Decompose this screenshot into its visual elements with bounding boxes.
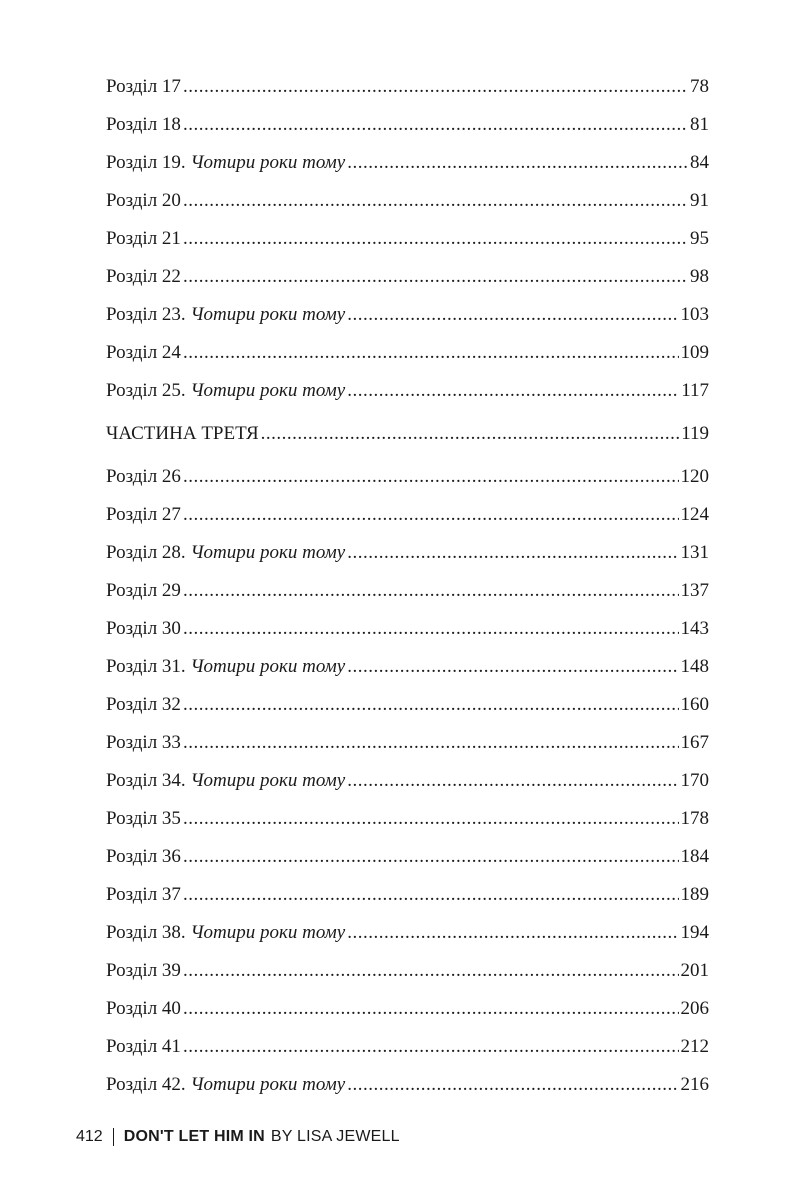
- toc-entry: [106, 572, 709, 610]
- dot-leader: [347, 1066, 678, 1104]
- toc-entry-label: Розділ 24: [106, 342, 181, 363]
- toc-entry: [106, 372, 709, 410]
- toc-entry: [106, 1028, 709, 1066]
- toc-entry-page: 148: [680, 656, 709, 677]
- toc-entry-label: Розділ 30: [106, 618, 181, 639]
- dot-leader: [347, 648, 678, 686]
- toc-entry: [106, 144, 709, 182]
- dot-leader: [183, 220, 688, 258]
- dot-leader: [183, 572, 679, 610]
- toc-entry-page: 178: [680, 808, 709, 829]
- toc-entry-title: [106, 800, 181, 838]
- toc-entry-subtitle: Чотири роки тому: [190, 152, 346, 173]
- toc-entry-page: 160: [680, 694, 709, 715]
- dot-leader: [347, 144, 688, 182]
- dot-leader: [183, 496, 679, 534]
- toc-entry: [106, 182, 709, 220]
- toc-entry-title: [106, 220, 181, 258]
- toc-entry-label: Розділ 32: [106, 694, 181, 715]
- toc-entry-label: Розділ 36: [106, 846, 181, 867]
- running-author: BY LISA JEWELL: [270, 1128, 400, 1145]
- toc-entry-label: Розділ 33: [106, 732, 181, 753]
- toc-entry-page: 167: [680, 732, 709, 753]
- toc-entry-label: Розділ 20: [106, 190, 181, 211]
- toc-entry-page: 78: [690, 76, 709, 97]
- toc-entry-subtitle: Чотири роки тому: [190, 770, 346, 791]
- dot-leader: [183, 876, 679, 914]
- toc-entry-subtitle: Чотири роки тому: [190, 1074, 346, 1095]
- toc-entry-title: [106, 534, 345, 572]
- toc-entry-label: Розділ 37: [106, 884, 181, 905]
- toc-entry-label: ЧАСТИНА ТРЕТЯ: [106, 423, 259, 444]
- toc-entry: [106, 106, 709, 144]
- toc-entry-page: 91: [690, 190, 709, 211]
- toc-entry-page: 98: [690, 266, 709, 287]
- running-book-title: DON'T LET HIM IN: [123, 1128, 265, 1145]
- toc-entry-title: [106, 648, 345, 686]
- toc-entry-title: [106, 258, 181, 296]
- toc-entry-label: Розділ 21: [106, 228, 181, 249]
- page-footer: [76, 1128, 400, 1146]
- toc-entry-page: 117: [681, 380, 709, 401]
- toc-entry-page: 119: [681, 423, 709, 444]
- toc-entry-title: [106, 914, 345, 952]
- dot-leader: [183, 990, 679, 1028]
- toc-entry-title: [106, 334, 181, 372]
- toc-entry: [106, 990, 709, 1028]
- toc-entry-page: 103: [680, 304, 709, 325]
- dot-leader: [183, 610, 679, 648]
- toc-entry: [106, 534, 709, 572]
- toc-entry: [106, 458, 709, 496]
- toc-entry-title: [106, 952, 181, 990]
- toc-entry-title: [106, 372, 345, 410]
- toc-entry-title: [106, 572, 181, 610]
- toc-entry: [106, 334, 709, 372]
- toc-entry-label: Розділ 17: [106, 76, 181, 97]
- toc-entry-label: Розділ 39: [106, 960, 181, 981]
- toc-entry: [106, 762, 709, 800]
- toc-entry-label: Розділ 29: [106, 580, 181, 601]
- toc-entry-page: 137: [680, 580, 709, 601]
- dot-leader: [347, 534, 678, 572]
- toc-entry-label: Розділ 23.: [106, 304, 191, 325]
- toc-entry: [106, 952, 709, 990]
- toc-entry-label: Розділ 41: [106, 1036, 181, 1057]
- toc-entry-title: [106, 876, 181, 914]
- dot-leader: [183, 182, 688, 220]
- dot-leader: [183, 800, 679, 838]
- dot-leader: [183, 258, 688, 296]
- dot-leader: [183, 334, 679, 372]
- toc-entry-label: Розділ 26: [106, 466, 181, 487]
- dot-leader: [183, 724, 679, 762]
- toc-entry-page: 194: [680, 922, 709, 943]
- toc-entry-page: 81: [690, 114, 709, 135]
- toc-entry: [106, 610, 709, 648]
- toc-entry-page: 95: [690, 228, 709, 249]
- toc-entry-page: 84: [690, 152, 709, 173]
- toc-entry-title: [106, 1028, 181, 1066]
- toc-entry-page: 206: [680, 998, 709, 1019]
- toc-entry-title: [106, 686, 181, 724]
- dot-leader: [261, 410, 680, 458]
- toc-entry: [106, 686, 709, 724]
- toc-entry: [106, 1066, 709, 1104]
- toc-entry-page: 109: [680, 342, 709, 363]
- toc-entry: [106, 496, 709, 534]
- toc-entry-label: Розділ 31.: [106, 656, 191, 677]
- toc-entry: [106, 648, 709, 686]
- dot-leader: [183, 1028, 679, 1066]
- toc-entry-subtitle: Чотири роки тому: [190, 656, 346, 677]
- dot-leader: [347, 914, 678, 952]
- toc-entry-page: 120: [680, 466, 709, 487]
- toc-entry-title: [106, 410, 259, 458]
- toc-entry-label: Розділ 18: [106, 114, 181, 135]
- toc-entry: [106, 220, 709, 258]
- toc-entry-title: [106, 68, 181, 106]
- toc-entry-label: Розділ 35: [106, 808, 181, 829]
- toc-entry-title: [106, 838, 181, 876]
- toc-entry-title: [106, 182, 181, 220]
- toc-entry-label: Розділ 22: [106, 266, 181, 287]
- toc-entry: [106, 258, 709, 296]
- dot-leader: [183, 106, 688, 144]
- toc-entry: [106, 838, 709, 876]
- toc-entry-title: [106, 458, 181, 496]
- dot-leader: [347, 762, 678, 800]
- dot-leader: [347, 372, 679, 410]
- toc-entry-title: [106, 762, 345, 800]
- toc-entry-label: Розділ 28.: [106, 542, 191, 563]
- toc-entry: [106, 876, 709, 914]
- toc-entry-label: Розділ 27: [106, 504, 181, 525]
- toc-entry-page: 216: [680, 1074, 709, 1095]
- toc-entry-label: Розділ 19.: [106, 152, 191, 173]
- toc-entry-title: [106, 990, 181, 1028]
- toc-entry-page: 212: [680, 1036, 709, 1057]
- page-number: 412: [76, 1128, 103, 1145]
- toc-part-entry: [106, 410, 709, 458]
- dot-leader: [183, 952, 679, 990]
- toc-entry-subtitle: Чотири роки тому: [190, 304, 346, 325]
- toc-entry: [106, 800, 709, 838]
- dot-leader: [183, 458, 679, 496]
- toc-entry-title: [106, 724, 181, 762]
- toc-entry-title: [106, 610, 181, 648]
- toc-entry: [106, 914, 709, 952]
- dot-leader: [183, 838, 679, 876]
- toc-entry-page: 170: [680, 770, 709, 791]
- dot-leader: [183, 68, 688, 106]
- toc-entry-title: [106, 144, 345, 182]
- dot-leader: [347, 296, 678, 334]
- dot-leader: [183, 686, 679, 724]
- table-of-contents: [106, 68, 709, 1104]
- toc-entry-subtitle: Чотири роки тому: [190, 542, 346, 563]
- toc-entry-label: Розділ 40: [106, 998, 181, 1019]
- toc-entry-title: [106, 496, 181, 534]
- toc-entry-label: Розділ 25.: [106, 380, 191, 401]
- toc-entry-title: [106, 1066, 345, 1104]
- toc-entry-label: Розділ 38.: [106, 922, 191, 943]
- toc-entry: [106, 724, 709, 762]
- toc-entry-label: Розділ 34.: [106, 770, 191, 791]
- toc-entry-page: 131: [680, 542, 709, 563]
- toc-entry-title: [106, 296, 345, 334]
- toc-entry-page: 143: [680, 618, 709, 639]
- toc-entry: [106, 68, 709, 106]
- toc-entry-page: 201: [680, 960, 709, 981]
- footer-divider: [113, 1128, 114, 1146]
- toc-entry-page: 184: [680, 846, 709, 867]
- toc-entry-title: [106, 106, 181, 144]
- toc-entry-label: Розділ 42.: [106, 1074, 191, 1095]
- toc-entry: [106, 296, 709, 334]
- toc-entry-page: 189: [680, 884, 709, 905]
- toc-entry-subtitle: Чотири роки тому: [190, 922, 346, 943]
- toc-entry-page: 124: [680, 504, 709, 525]
- toc-entry-subtitle: Чотири роки тому: [190, 380, 346, 401]
